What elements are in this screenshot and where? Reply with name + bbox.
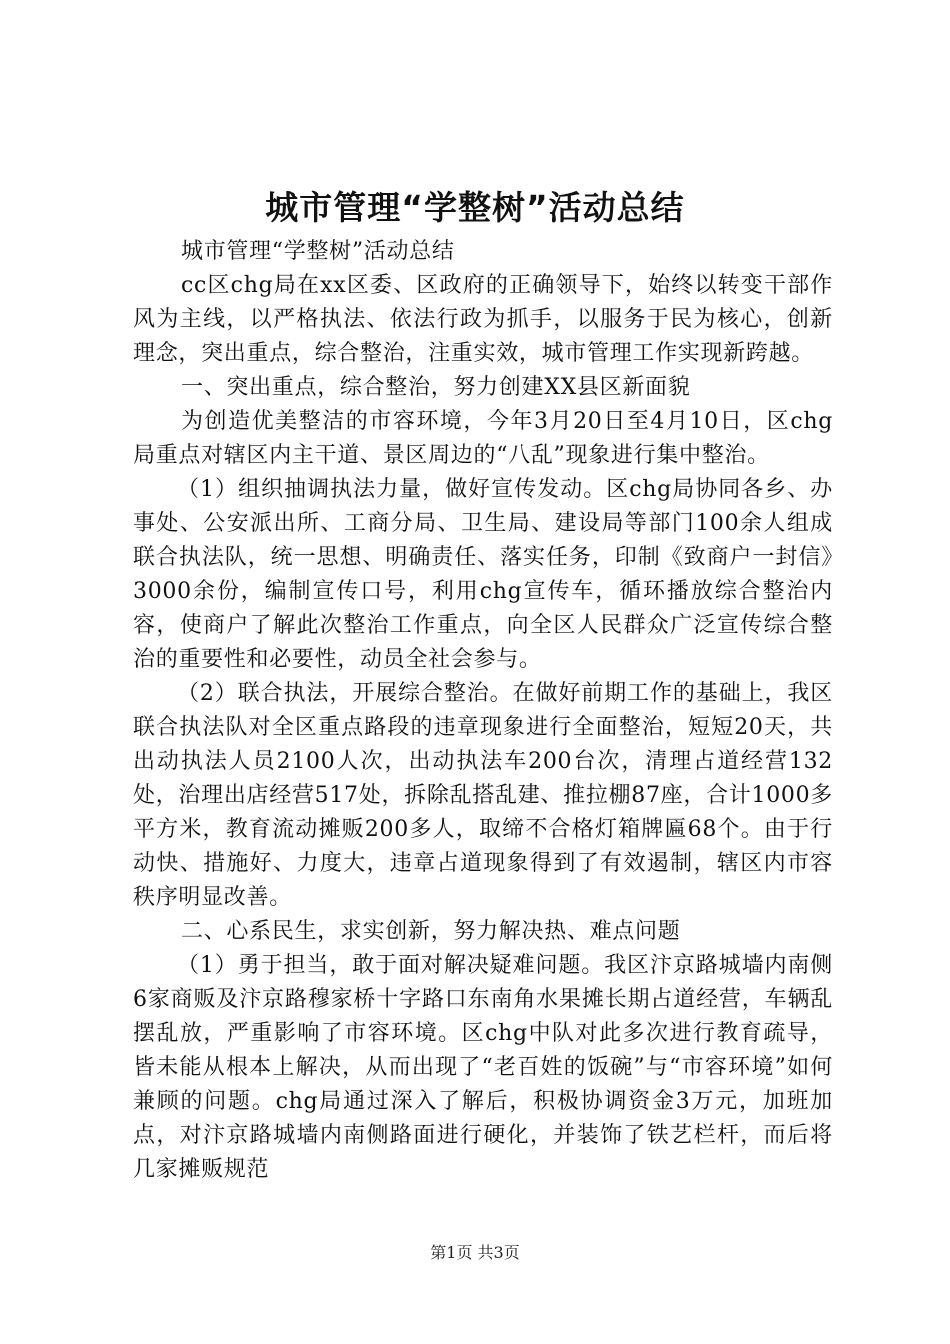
paragraph-section-1-intro: 为创造优美整洁的市容环境，今年3月20日至4月10日，区chg局重点对辖区内主干道、景区周边的“八乱”现象进行集中整治。 bbox=[133, 409, 833, 468]
paragraph-subtitle: 城市管理“学整树”活动总结 bbox=[181, 239, 455, 264]
paragraph-item-1-1: （1）组织抽调执法力量，做好宣传发动。区chg局协同各乡、办事处、公安派出所、工商分局、卫生局、建设局等部门100余人组成联合执法队，统一思想、明确责任、落实任务，印制《致商户一封信》3000余份，编制宣传口号，利用chg宣传车，循环播放综合整治内容，使商户了解此次整治工作重点，向全区人民群众广泛宣传综合整治的重要性和必要性，动员全社会参与。 bbox=[133, 477, 833, 672]
paragraph-item-1-2: （2）联合执法，开展综合整治。在做好前期工作的基础上，我区联合执法队对全区重点路段的违章现象进行全面整治，短短20天，共出动执法人员2100人次，出动执法车200台次，清理占道经营132处，治理出店经营517处，拆除乱搭乱建、推拉棚87座，合计1000多平方米，教育流动摊贩200多人，取缔不合格灯箱牌匾68个。由于行动快、措施好、力度大，违章占道现象得到了有效遏制，辖区内市容秩序明显改善。 bbox=[133, 681, 833, 910]
paragraph-intro: cc区chg局在xx区委、区政府的正确领导下，始终以转变干部作风为主线，以严格执法、依法行政为抓手，以服务于民为核心，创新理念，突出重点，综合整治，注重实效，城市管理工作实现新跨越。 bbox=[133, 273, 833, 366]
page-footer: 第1页 共3页 bbox=[430, 1243, 520, 1262]
paragraph-item-2-1: （1）勇于担当，敢于面对解决疑难问题。我区汴京路城墙内南侧6家商贩及汴京路穆家桥十字路口东南角水果摊长期占道经营，车辆乱摆乱放，严重影响了市容环境。区chg中队对此多次进行教育疏导，皆未能从根本上解决，从而出现了“老百姓的饭碗”与“市容环境”如何兼顾的问题。chg局通过深入了解后，积极协调资金3万元，加班加点，对汴京路城墙内南侧路面进行硬化，并装饰了铁艺栏杆，而后将几家摊贩规范 bbox=[133, 953, 833, 1182]
section-heading-1: 一、突出重点，综合整治，努力创建XX县区新面貌 bbox=[181, 375, 691, 400]
document-body bbox=[133, 235, 833, 1187]
document-title: 城市管理“学整树”活动总结 bbox=[265, 188, 685, 227]
section-heading-2: 二、心系民生，求实创新，努力解决热、难点问题 bbox=[181, 919, 681, 944]
